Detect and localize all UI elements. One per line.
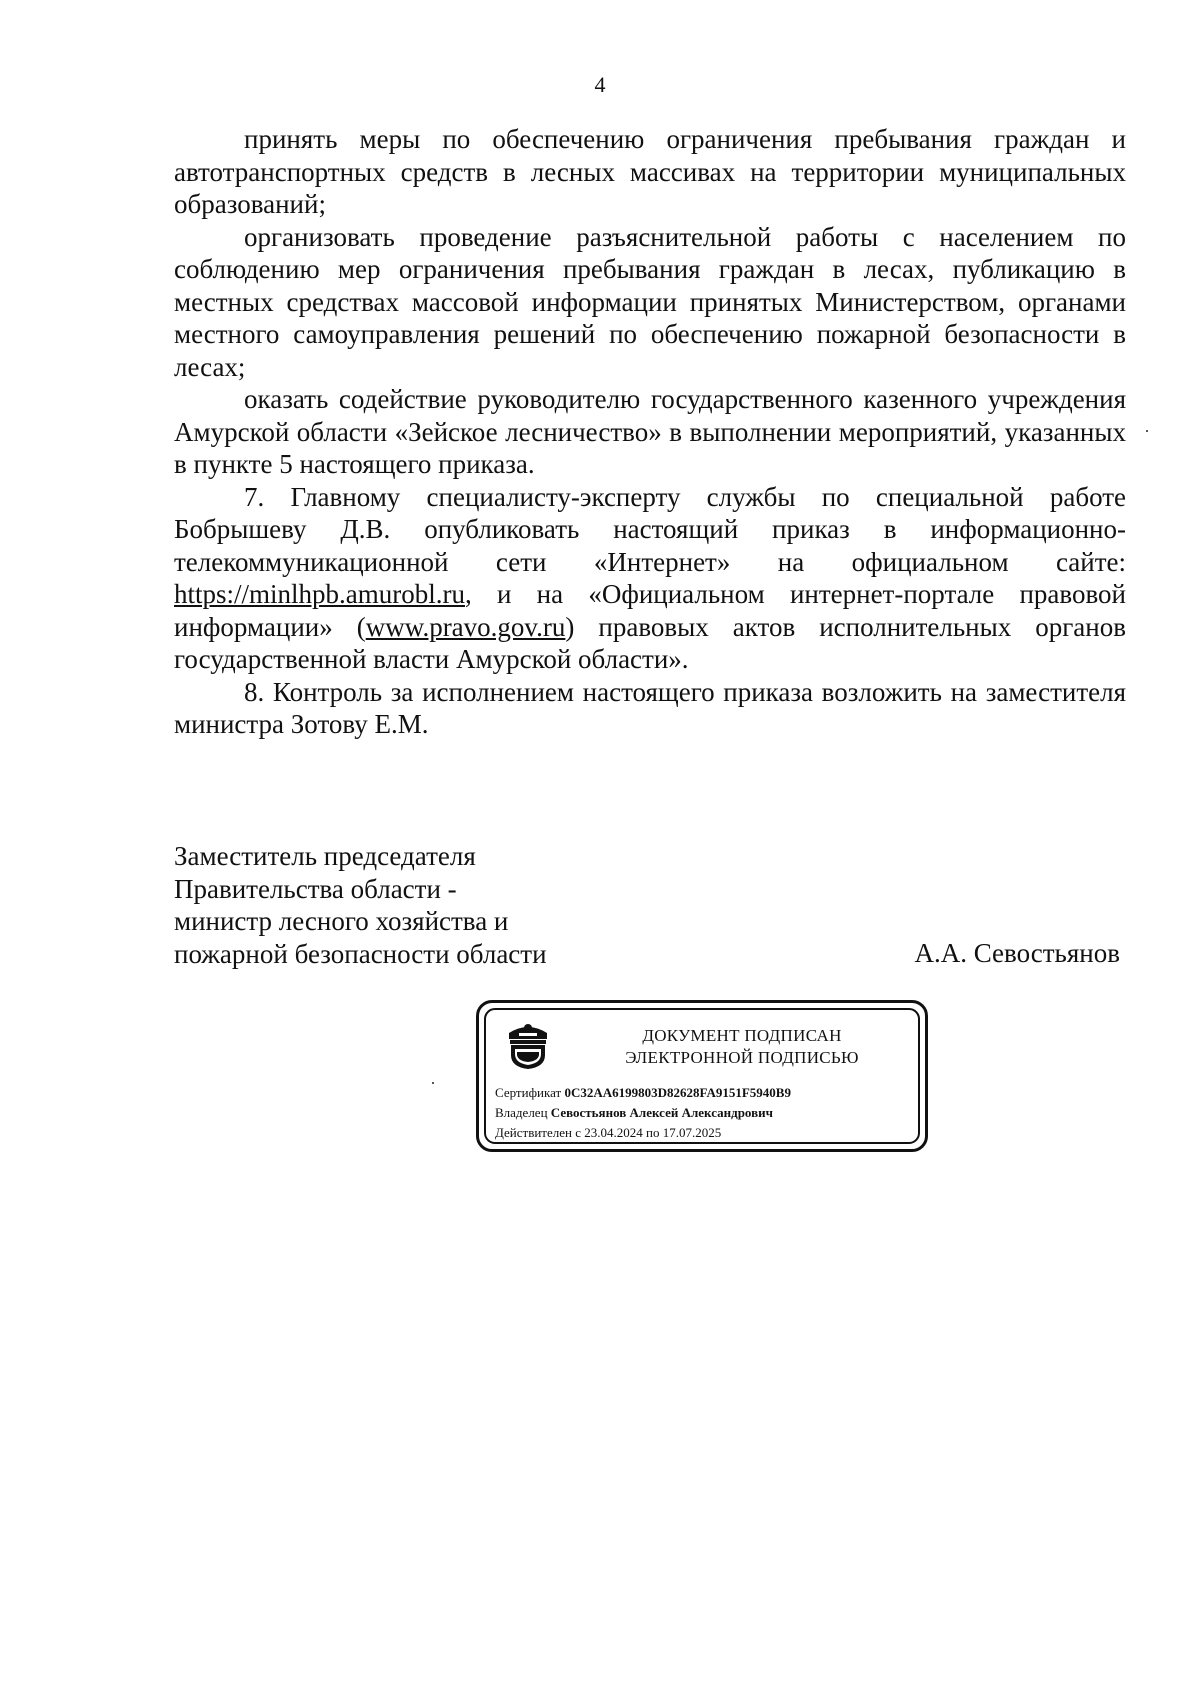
signatory-position bbox=[174, 840, 547, 970]
paragraph-assist-forestry: оказать содействие руководителю государственного казенного учреждения Амурской области «Зейское лесничество» в выполнении мероприятий, указанных в пункте 5 настоящего приказа. bbox=[174, 384, 1126, 479]
owner-label: Владелец bbox=[495, 1105, 548, 1120]
signatory-name: А.А. Севостьянов bbox=[914, 938, 1120, 968]
valid-from: 23.04.2024 bbox=[584, 1125, 643, 1140]
item-7-text-part1: 7. Главному специалисту-эксперту службы по специальной работе Бобрышеву Д.В. опубликовать настоящий приказ в информационно-телекоммуникационной сети «Интернет» на официальном сайте: bbox=[174, 481, 1126, 577]
document-body bbox=[174, 123, 1126, 741]
paragraph-item-8-control: 8. Контроль за исполнением настоящего приказа возложить на заместителя министра Зотову Е.М. bbox=[174, 676, 1126, 739]
stamp-title-line: ЭЛЕКТРОННОЙ ПОДПИСЬЮ bbox=[625, 1048, 859, 1067]
item-7-text-part2: , и на «Официальном интернет-портале правовой информации» ( bbox=[174, 579, 1126, 642]
paragraph-explanatory-work: организовать проведение разъяснительной работы с населением по соблюдению мер ограничения пребывания граждан в лесах, публикацию в местных средствах массовой информации принятых Министерством, органами местного самоуправления решений по обеспечению пожарной безопасности в лесах; bbox=[174, 221, 1126, 382]
valid-label: Действителен с bbox=[495, 1125, 581, 1140]
stamp-title bbox=[569, 1025, 915, 1069]
scan-speck bbox=[432, 1082, 434, 1084]
signatory-position-line: пожарной безопасности области bbox=[174, 938, 547, 969]
stamp-validity bbox=[495, 1125, 721, 1141]
valid-to-label: по bbox=[646, 1125, 660, 1140]
ministry-site-link[interactable]: https://minlhpb.amurobl.ru bbox=[174, 579, 465, 609]
paragraph-item-7-publish bbox=[174, 481, 1126, 676]
page-number: 4 bbox=[594, 72, 606, 97]
signatory-position-line: министр лесного хозяйства и bbox=[174, 906, 509, 936]
paragraph-restrict-access: принять меры по обеспечению ограничения пребывания граждан и автотранспортных средств в лесных массивах на территории муниципальных образований; bbox=[174, 124, 1126, 219]
signatory-position-line: Заместитель председателя bbox=[174, 841, 476, 871]
stamp-certificate bbox=[495, 1085, 791, 1101]
certificate-label: Сертификат bbox=[495, 1085, 562, 1100]
pravo-portal-link[interactable]: www.pravo.gov.ru bbox=[365, 611, 566, 642]
scan-speck bbox=[1146, 430, 1148, 432]
item-7-text-part3: ) правовых актов исполнительных органов государственной власти Амурской области». bbox=[174, 611, 1126, 674]
owner-value: Севостьянов Алексей Александрович bbox=[550, 1105, 773, 1120]
signatory-position-line: Правительства области - bbox=[174, 873, 457, 904]
stamp-owner bbox=[495, 1105, 773, 1121]
stamp-title-line: ДОКУМЕНТ ПОДПИСАН bbox=[642, 1026, 842, 1045]
coat-of-arms-icon bbox=[505, 1019, 551, 1071]
valid-to: 17.07.2025 bbox=[662, 1125, 722, 1140]
certificate-value: 0C32AA6199803D82628FA9151F5940B9 bbox=[564, 1085, 791, 1100]
electronic-signature-stamp bbox=[476, 1000, 928, 1152]
